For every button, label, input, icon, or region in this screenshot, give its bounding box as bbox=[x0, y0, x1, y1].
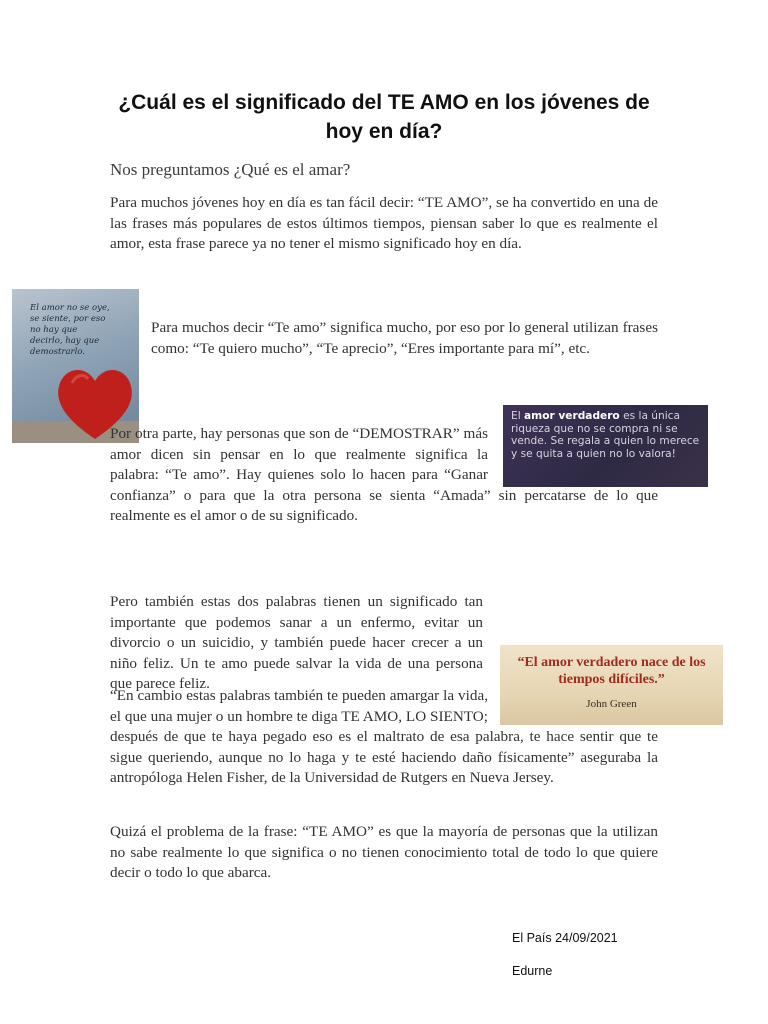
john-green-author: John Green bbox=[586, 698, 637, 710]
amor-verdadero-quote-bold: amor verdadero bbox=[524, 410, 620, 422]
author-name: Edurne bbox=[512, 964, 553, 978]
paragraph-4: Pero también estas dos palabras tienen un significado tan importante que podemos sanar a un enfermo, evitar un divorcio o un suicidio, y también puede hacer crecer a un niño feliz. Un te amo puede salvar la vida de una persona que parece feliz. bbox=[110, 593, 483, 692]
float-spacer bbox=[488, 686, 658, 726]
heart-image-quote: El amor no se oye, se siente, por eso no hay que decirlo, hay que demostrarlo. bbox=[30, 303, 110, 357]
heart-quote-image bbox=[12, 289, 139, 443]
document-title: ¿Cuál es el significado del TE AMO en los jóvenes de hoy en día? bbox=[118, 91, 650, 143]
amor-verdadero-quote bbox=[511, 410, 703, 460]
paragraph-6: Quizá el problema de la frase: “TE AMO” es que la mayoría de personas que la utilizan no sabe realmente lo que significa o no tienen conocimiento total de todo lo que quiere decir o todo lo que abarca. bbox=[110, 823, 658, 881]
paragraph-5: “En cambio estas palabras también te pueden amargar la vida, el que una mujer o un hombre te diga TE AMO, LO SIENTO; después de que te haya pegado eso es el maltrato de esa palabra, te hace sentir que te sigue queriendo, aunque no lo haga y te esté haciendo daño físicamente” aseguraba la antropóloga Helen Fisher, de la Universidad de Rutgers en Nueva Jersey. bbox=[110, 687, 658, 786]
paragraph-1: Para muchos jóvenes hoy en día es tan fácil decir: “TE AMO”, se ha convertido en una de las frases más populares de estos últimos tiempos, piensan saber lo que es realmente el amor, esta frase parece ya no tener el mismo significado hoy en día. bbox=[110, 194, 658, 252]
amor-verdadero-quote-pre: El bbox=[511, 410, 521, 422]
subtitle: Nos preguntamos ¿Qué es el amar? bbox=[110, 160, 351, 179]
john-green-quote: “El amor verdadero nace de los tiempos difíciles.” bbox=[517, 655, 706, 687]
amor-verdadero-quote-post: es la única riqueza que no se compra ni se vende. Se regala a quien lo merece y se quita a quien no lo valora! bbox=[511, 410, 700, 460]
paragraph-2: Para muchos decir “Te amo” significa mucho, por eso por lo general utilizan frases como: “Te quiero mucho”, “Te aprecio”, “Eres importante para mí”, etc. bbox=[151, 319, 658, 357]
paragraph-5-wrap bbox=[110, 686, 658, 789]
paragraph-3: Por otra parte, hay personas que son de “DEMOSTRAR” más amor dicen sin pensar en lo que realmente significa la palabra: “Te amo”. Hay quienes solo lo hacen para “Ganar confianza” o para que la otra persona se sienta “Amada” sin percatarse de lo que realmente es el amor o de su significado. bbox=[110, 425, 658, 524]
source-date: El País 24/09/2021 bbox=[512, 931, 618, 945]
amor-verdadero-image bbox=[503, 405, 708, 487]
